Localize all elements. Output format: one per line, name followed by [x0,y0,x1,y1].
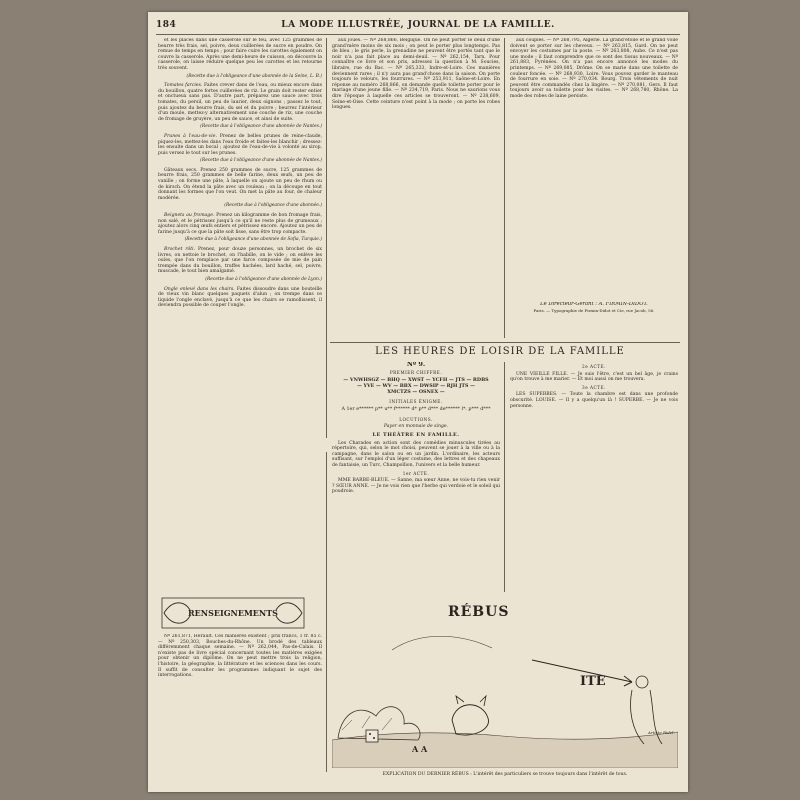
carottes-recipe: et les places dans une casserole sur le feu, avec 125 grammes de beurre très frais, sel, poivre, deux cuillerées de sucre en poudre. On remue de temps en temps ; pour faire cuire les carottes également on couvre la casserole. Après une demi-heure de cuisson, on découvre la casserole, on laisse réduire quelque peu les carottes et les retourne très souvent. [158,38,322,71]
ongle-recipe: Faites dissoudre dans une bouteille de vieux vin blanc quelques paquets d'alun ; on trempe dans ce liquide l'ongle enclavé, jusqu'à ce que les chairs se ramollissent, il deviendra possible de couper l'ongle. [158,286,322,309]
heures-top-rule [330,342,680,343]
column-divider-2 [504,38,505,338]
dialogue-text: LES SUPERBES. — Toute la chambre est dans une profonde obscurité. LOUISE. — Il y a quelqu'un là ! SUPERBE. — Je ne vois personne. [510,392,678,409]
renseignements-banner [160,596,306,630]
right-column [510,38,678,294]
tomates-recipe: Faites crever dans de l'eau, ou mieux encore dans du bouillon, quatre fortes cuillerées de riz. Le grain doit rester entier et onctueux sans pas. D'autre part, préparez une sauce avec trois tomates, du persil, un peu de laurier, deux oignons ; passez le tout, puis ajoutez du beurre frais, du sel et du poivre ; beurrez l'intérieur d'un moule, mettez-y alternativement une couche de riz, une couche de fromage de gruyère, un peu de sauce, et ainsi de suite. [158,83,322,122]
column-divider-4 [504,362,505,592]
imprint-text: Paris. — Typographie de Firmin-Didot et Cie, rue Jacob, 56. [533,307,655,313]
rebus-explanation: EXPLICATION DU DERNIER RÉBUS : L'intérêt des particuliers se trouve toujours dans l'intérêt de tous. [382,772,628,777]
heures-title: LES HEURES DE LOISIR DE LA FAMILLE [375,346,625,357]
recipe-signature: (Recette due à l'obligeance d'une abonnée de Nantes.) [200,158,322,164]
locutions-text: Payer en monnaie de singe. [383,424,449,430]
theatre-title: LE THÉÂTRE EN FAMILLE. [372,431,460,438]
header-rule [156,34,680,35]
locutions-label: LOCUTIONS. [399,416,433,422]
rebus-artist: Artiste Bidel. [648,730,675,735]
recipe-title: Prunes à l'eau-de-vie. [164,133,217,139]
theatre-text: Les Charades en action sont des comédies minuscules tirées au répertoire, qui, selon le mot choisi, peuvent se jouer à la ville ou à la campagne, dans le salon ou en un jardin. L'ordinaire, les acteurs suffisant, sur l'emploi d'un léger costume, des lettres et des chapeaux de fantaisie, un Turc, Champollion, l'univers et la belle humeur. [332,440,500,468]
recipe-signature: (Recette due à l'obligeance d'une abonnée.) [224,203,322,209]
initiales-text: A 1er e****** p** u** f****** d* p** d*** de****** l*. p*** d*** [341,406,491,412]
middle-column [332,38,500,338]
heures-number: Nº 9. [406,362,426,368]
rebus-ite: ITE [580,674,606,689]
brochet-recipe: Prenez, pour douze personnes, un brochet de six livres, on nettoie le brochet, on l'habille, on le vide ; on enlève les ouïes, que l'on remplace par une farce composée de mie de pain trempée dans du bouillon, truffes hachées, lard haché, sel, poivre, muscade, le tout bien amalgamé. [158,247,322,275]
renseignements-text: Nº 261,871, Hérault. Ces manières existent ; prix francs, 1 fr. 85 c. — Nº 250,303, Bouches-du-Rhône. Un brodé des tableaux différemment chaque semaine. — Nº 262,044, Pas-de-Calais. Il n'existe pas de livre spécial concernant toutes les matières exigées pour obtenir un diplôme. On ne peut mettre trois la religion, l'histoire, la géographie, la littérature et les sciences dans les cours. Il suffit de consulter les programmes indiquant le sujet des interrogations. [158,634,322,679]
acte-label: 2e ACTE. [582,364,606,369]
heures-right-column [510,362,678,602]
gateaux-recipe: Gâteaux secs. Prenez 250 grammes de sucre, 125 grammes de beurre frais, 250 grammes de belle farine, deux œufs, un peu de vanille ; on forme une pâte, à laquelle on ajoute un peu de rhum ou de kirsch. On étend la pâte avec un rouleau ; on la découpe en tout donnant les formes que l'on veut. On met la pâte au four, de chaleur modérée. [158,167,322,201]
svg-text:A A: A A [412,744,428,754]
recipe-signature: (Recette due à l'obligeance d'une abonnée de Sofia, Turquie.) [184,237,322,243]
dialogue-text: MME BARBE-BLEUE. — Sanne, ma sœur Anne, ne vois-tu rien venir ? SŒUR ANNE. — Je ne vois rien que l'herbe qui verdoie et le soleil qui poudroie. [332,478,500,495]
recipe-title: Ongle enlevé dans les chairs. [164,286,235,292]
recipe-signature: (Recette due à l'obligeance d'une abonnée de Lyon.) [205,276,322,282]
rebus-title: RÉBUS [448,604,510,620]
dialogue-text: UNE VIEILLE FILLE. — Je suis l'être, c'est un bel âge, je crains qu'on trouve à me marier. — Et moi aussi on me trouvera. [510,371,678,383]
journal-title: LA MODE ILLUSTRÉE, JOURNAL DE LA FAMILLE. [281,20,555,30]
heures-left-column [332,362,500,602]
recipe-signature: (Recette due à l'obligeance d'une abonnée de la Seine, L. B.) [186,73,322,79]
column-divider-3 [326,452,327,772]
cipher-label: PREMIER CHIFFRE. [389,369,443,375]
page-header [156,20,680,34]
acte-label: 3e ACTE. [582,384,606,390]
cipher-line: XMCTZS — OSNEX — [387,389,445,396]
correspondence-text: aux couples. — Nº 268,795, Algérie. La grand'étoile et le grand voile doivent se porter sur les cheveux. — Nº 263,815, Gard. On ne peut envoyer les costumes par la poste. — Nº 263,808, Aube. Ce n'est pas une mode ; il faut comprendre que ce sont des tissus nouveaux. — Nº 261,883, Pyrénées. On n'a pas encore annoncé les modes du printemps. — Nº 269,085, Drôme. On se marie dans une toilette de couleur foncée. — Nº 268,930, Loire. Vous pouvez garder le manteau de fourrure en soie. — Nº 270,034. Bourg. Trois vêtements de nuit peuvent être commandés chez la lingère. — Nº 270,081, Gers. Il faut toujours avoir sa toilette pour les visites. — Nº 268,780, Rhône. La mode des robes de laine persiste. [510,38,678,99]
correspondence-text: aux joues. — Nº 268,866, Belgique. On ne peut porter le deuil d'une grand'mère moins de six mois ; on peut le porter plus longtemps. Pas de bleu ; le gris perle, la grenadine ne peuvent être portés tant que le noir n'a pas fait place au demi-deuil. — Nº 262,154, Tarn. Pour connaître ce livre et son prix, adressez la question à M. Soucies, libraire, rue du Bac. — Nº 265,333, Indre-et-Loire. Ces manières deviennent rares ; il n'y aura pas grand'chose dans la saison. On porte toujours le velours, les fourrures. — Nº 253,911, Saône-et-Loire. En réponse au numéro 268,866, on demande quelle toilette porter pour le mariage d'une jeune fille. — Nº 234,719, Paris. Nous ne saurions vous dire l'époque à laquelle ces articles se trouveront. — Nº 238,609, Seine-et-Oise. Cette ceinture n'est point à la mode ; on porte les robes longues. [332,38,500,111]
beignets-recipe: Prenez un kilogramme de bon fromage frais, non salé, et le pétrissez jusqu'à ce qu'il ne reste plus de grumeaux ; ajoutez alors cinq œufs entiers et pétrissez encore. Ajoutez un peu de farine jusqu'à ce que la pâte soit lisse, sans être trop compacte. [158,213,322,235]
page-number: 184 [156,20,177,30]
recipe-title: Brochet rôti. [164,247,196,252]
rebus-illustration [332,620,678,768]
imprint-block [510,302,678,322]
cipher-line: — YVE — WV — BBX — DWSIP — RJH JTS — [357,383,475,390]
recipe-title: Tomates farcies. [164,83,203,89]
left-column [158,38,322,592]
column-divider-1 [326,38,327,438]
cipher-line: — VNWHSGZ — BHQ — XWST — YCFH — JTS — RDBS [343,377,489,384]
newspaper-page [148,12,688,792]
prunes-recipe: Prenez de belles prunes de reine-claude, piquez-les, mettez-les dans l'eau froide et faites-les blanchir ; dressez-les ensuite dans un bocal ; ajoutez de l'eau-de-vie à volonté au sirop, puis versez le tout sur les prunes. [158,133,322,156]
initiales-label: INITIALES ÉNIGME. [389,399,443,405]
renseignements-column [158,634,322,784]
recipe-signature: (Recette due à l'obligeance d'une abonnée de Nantes.) [200,124,322,130]
banner-title: RENSEIGNEMENTS [188,608,278,618]
recipe-title: Beignets au fromage. [164,213,215,219]
acte-label: 1er ACTE. [402,470,430,476]
director-signature: Le Directeur-Gérant : A. FIRMIN-DIDOT. [540,302,648,307]
